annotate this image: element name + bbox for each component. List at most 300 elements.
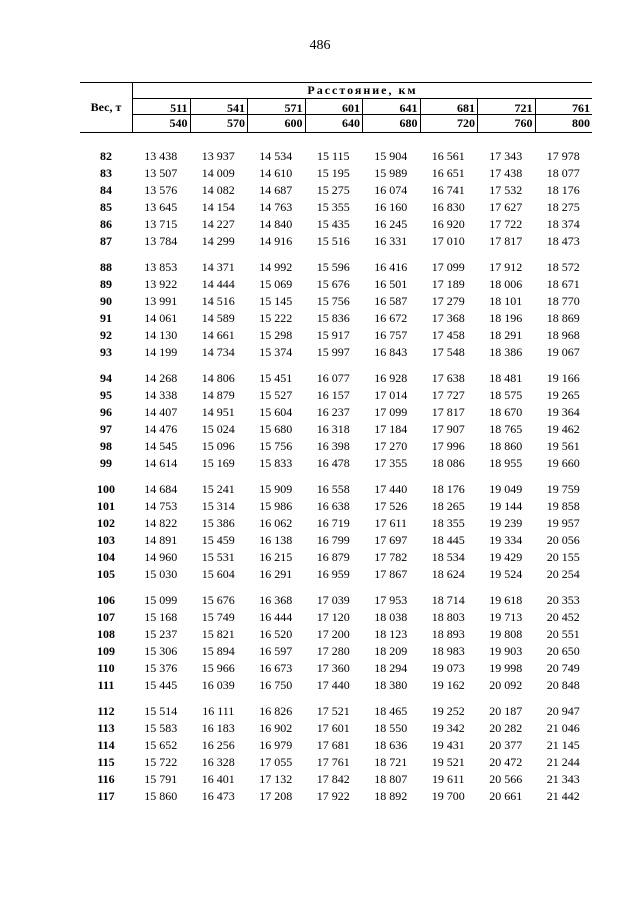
- value-cell: 16 444: [259, 610, 293, 624]
- value-cell: 17 627: [489, 200, 523, 214]
- value-cell: 16 331: [374, 234, 408, 248]
- value-cell: 16 245: [374, 217, 408, 231]
- table-row: [80, 216, 592, 233]
- value-cell: 15 306: [144, 644, 178, 658]
- weight-cell: 83: [100, 166, 112, 180]
- weight-cell: 111: [97, 678, 115, 692]
- value-cell: 19 342: [431, 721, 465, 735]
- value-cell: 15 722: [144, 755, 178, 769]
- row-group: [80, 148, 592, 250]
- weight-cell: 106: [97, 593, 115, 607]
- distance-column-header: [421, 99, 479, 132]
- value-cell: 18 086: [431, 456, 465, 470]
- value-cell: 18 955: [489, 456, 523, 470]
- value-cell: 18 209: [374, 644, 408, 658]
- value-cell: 14 407: [144, 405, 178, 419]
- value-cell: 18 386: [489, 345, 523, 359]
- value-cell: 14 822: [144, 516, 178, 530]
- value-cell: 17 343: [489, 149, 523, 163]
- value-cell: 19 713: [489, 610, 523, 624]
- distance-range-to: 800: [572, 116, 590, 130]
- value-cell: 16 157: [316, 388, 350, 402]
- table-row: [80, 387, 592, 404]
- value-cell: 15 314: [201, 499, 235, 513]
- weight-cell: 85: [100, 200, 112, 214]
- value-cell: 18 265: [431, 499, 465, 513]
- value-cell: 20 092: [489, 678, 523, 692]
- value-cell: 17 120: [316, 610, 350, 624]
- value-cell: 15 435: [316, 217, 350, 231]
- value-cell: 17 055: [259, 755, 293, 769]
- table-row: [80, 626, 592, 643]
- value-cell: 18 123: [374, 627, 408, 641]
- value-cell: 17 438: [489, 166, 523, 180]
- value-cell: 20 254: [546, 567, 580, 581]
- value-cell: 18 624: [431, 567, 465, 581]
- value-cell: 15 836: [316, 311, 350, 325]
- value-cell: 14 061: [144, 311, 178, 325]
- range-divider: [306, 114, 363, 115]
- value-cell: 14 082: [201, 183, 235, 197]
- value-cell: 16 597: [259, 644, 293, 658]
- weight-column-header: Вес, т: [80, 83, 133, 132]
- weight-cell: 102: [97, 516, 115, 530]
- value-cell: 15 516: [316, 234, 350, 248]
- value-cell: 14 684: [144, 482, 178, 496]
- value-cell: 14 338: [144, 388, 178, 402]
- value-cell: 17 208: [259, 789, 293, 803]
- value-cell: 15 791: [144, 772, 178, 786]
- distance-range-from: 721: [514, 101, 533, 115]
- value-cell: 19 431: [431, 738, 465, 752]
- value-cell: 19 660: [546, 456, 580, 470]
- value-cell: 16 138: [259, 533, 293, 547]
- value-cell: 17 912: [489, 260, 523, 274]
- value-cell: 16 183: [201, 721, 235, 735]
- value-cell: 19 166: [546, 371, 580, 385]
- value-cell: 18 176: [546, 183, 580, 197]
- value-cell: 20 848: [546, 678, 580, 692]
- value-cell: 15 904: [374, 149, 408, 163]
- value-cell: 18 803: [431, 610, 465, 624]
- weight-cell: 104: [97, 550, 115, 564]
- value-cell: 16 920: [431, 217, 465, 231]
- table-row: [80, 771, 592, 788]
- value-cell: 16 879: [316, 550, 350, 564]
- value-cell: 16 520: [259, 627, 293, 641]
- value-cell: 18 550: [374, 721, 408, 735]
- value-cell: 20 661: [489, 789, 523, 803]
- value-cell: 17 280: [316, 644, 350, 658]
- table-row: [80, 438, 592, 455]
- value-cell: 15 966: [201, 661, 235, 675]
- value-cell: 19 808: [489, 627, 523, 641]
- value-cell: 17 953: [374, 593, 408, 607]
- value-cell: 18 770: [546, 294, 580, 308]
- value-cell: 21 145: [546, 738, 580, 752]
- value-cell: 16 928: [374, 371, 408, 385]
- weight-cell: 117: [97, 789, 115, 803]
- value-cell: 17 132: [259, 772, 293, 786]
- table-row: [80, 233, 592, 250]
- value-cell: 15 894: [201, 644, 235, 658]
- value-cell: 15 030: [144, 567, 178, 581]
- value-cell: 21 442: [546, 789, 580, 803]
- value-cell: 16 979: [259, 738, 293, 752]
- row-group: [80, 259, 592, 361]
- value-cell: 14 268: [144, 371, 178, 385]
- distance-range-to: 720: [457, 116, 475, 130]
- value-cell: 13 715: [144, 217, 178, 231]
- value-cell: 16 750: [259, 678, 293, 692]
- value-cell: 16 757: [374, 328, 408, 342]
- range-divider: [363, 114, 420, 115]
- range-divider: [478, 114, 535, 115]
- weight-cell: 93: [100, 345, 112, 359]
- value-cell: 15 459: [201, 533, 235, 547]
- distance-column-header: [133, 99, 191, 132]
- value-cell: 16 473: [201, 789, 235, 803]
- value-cell: 16 074: [374, 183, 408, 197]
- value-cell: 18 860: [489, 439, 523, 453]
- row-group: [80, 481, 592, 583]
- value-cell: 21 046: [546, 721, 580, 735]
- value-cell: 17 601: [316, 721, 350, 735]
- value-cell: 19 611: [431, 772, 465, 786]
- weight-cell: 84: [100, 183, 112, 197]
- value-cell: 15 376: [144, 661, 178, 675]
- value-cell: 15 986: [259, 499, 293, 513]
- value-cell: 16 368: [259, 593, 293, 607]
- value-cell: 15 096: [201, 439, 235, 453]
- value-cell: 20 187: [489, 704, 523, 718]
- value-cell: 18 714: [431, 593, 465, 607]
- value-cell: 20 472: [489, 755, 523, 769]
- distance-column-header: [248, 99, 306, 132]
- value-cell: 14 614: [144, 456, 178, 470]
- value-cell: 20 749: [546, 661, 580, 675]
- value-cell: 19 561: [546, 439, 580, 453]
- value-cell: 15 298: [259, 328, 293, 342]
- value-cell: 13 991: [144, 294, 178, 308]
- value-cell: 17 697: [374, 533, 408, 547]
- table-row: [80, 660, 592, 677]
- distance-column-header: [191, 99, 249, 132]
- weight-cell: 108: [97, 627, 115, 641]
- value-cell: 14 299: [201, 234, 235, 248]
- weight-cell: 97: [100, 422, 112, 436]
- value-cell: 14 916: [259, 234, 293, 248]
- value-cell: 18 445: [431, 533, 465, 547]
- table-row: [80, 344, 592, 361]
- value-cell: 15 099: [144, 593, 178, 607]
- page-number: 486: [309, 38, 331, 53]
- value-cell: 19 858: [546, 499, 580, 513]
- value-cell: 14 130: [144, 328, 178, 342]
- distance-range-to: 600: [284, 116, 303, 130]
- value-cell: 18 869: [546, 311, 580, 325]
- value-cell: 18 575: [489, 388, 523, 402]
- value-cell: 18 807: [374, 772, 408, 786]
- table-row: [80, 370, 592, 387]
- value-cell: 15 997: [316, 345, 350, 359]
- distance-column-headers: [133, 99, 592, 132]
- table-row: [80, 754, 592, 771]
- value-cell: 18 380: [374, 678, 408, 692]
- table-row: [80, 481, 592, 498]
- value-cell: 15 676: [201, 593, 235, 607]
- value-cell: 15 024: [201, 422, 235, 436]
- distance-group-header: Расстояние, км: [133, 83, 592, 99]
- value-cell: 18 968: [546, 328, 580, 342]
- value-cell: 17 842: [316, 772, 350, 786]
- rate-table: [80, 82, 592, 803]
- value-cell: 14 753: [144, 499, 178, 513]
- value-cell: 16 741: [431, 183, 465, 197]
- distance-column-header: [363, 99, 421, 132]
- value-cell: 17 355: [374, 456, 408, 470]
- value-cell: 18 572: [546, 260, 580, 274]
- value-cell: 17 526: [374, 499, 408, 513]
- table-row: [80, 592, 592, 609]
- value-cell: 13 507: [144, 166, 178, 180]
- value-cell: 15 069: [259, 277, 293, 291]
- value-cell: 19 524: [489, 567, 523, 581]
- table-row: [80, 498, 592, 515]
- value-cell: 15 514: [144, 704, 178, 718]
- value-cell: 16 651: [431, 166, 465, 180]
- value-cell: 17 014: [374, 388, 408, 402]
- distance-range-to: 540: [169, 116, 188, 130]
- value-cell: 16 215: [259, 550, 293, 564]
- value-cell: 20 650: [546, 644, 580, 658]
- value-cell: 18 355: [431, 516, 465, 530]
- value-cell: 18 196: [489, 311, 523, 325]
- value-cell: 20 377: [489, 738, 523, 752]
- value-cell: 13 645: [144, 200, 178, 214]
- value-cell: 20 155: [546, 550, 580, 564]
- value-cell: 20 566: [489, 772, 523, 786]
- table-row: [80, 404, 592, 421]
- value-cell: 17 817: [431, 405, 465, 419]
- value-cell: 15 604: [201, 567, 235, 581]
- value-cell: 19 073: [431, 661, 465, 675]
- value-cell: 14 992: [259, 260, 293, 274]
- value-cell: 19 903: [489, 644, 523, 658]
- weight-cell: 112: [97, 704, 115, 718]
- value-cell: 16 318: [316, 422, 350, 436]
- value-cell: 19 759: [546, 482, 580, 496]
- distance-column-header: [536, 99, 593, 132]
- distance-range-from: 571: [284, 101, 303, 115]
- value-cell: 18 893: [431, 627, 465, 641]
- value-cell: 17 189: [431, 277, 465, 291]
- value-cell: 15 756: [259, 439, 293, 453]
- table-row: [80, 788, 592, 805]
- value-cell: 17 521: [316, 704, 350, 718]
- value-cell: 15 821: [201, 627, 235, 641]
- value-cell: 17 200: [316, 627, 350, 641]
- value-cell: 17 368: [431, 311, 465, 325]
- value-cell: 14 610: [259, 166, 293, 180]
- value-cell: 15 445: [144, 678, 178, 692]
- value-cell: 20 947: [546, 704, 580, 718]
- value-cell: 18 101: [489, 294, 523, 308]
- value-cell: 15 596: [316, 260, 350, 274]
- value-cell: 18 473: [546, 234, 580, 248]
- value-cell: 16 799: [316, 533, 350, 547]
- table-row: [80, 327, 592, 344]
- value-cell: 14 009: [201, 166, 235, 180]
- value-cell: 16 062: [259, 516, 293, 530]
- weight-cell: 82: [100, 149, 112, 163]
- value-cell: 18 465: [374, 704, 408, 718]
- value-cell: 17 270: [374, 439, 408, 453]
- value-cell: 16 328: [201, 755, 235, 769]
- distance-range-to: 760: [514, 116, 533, 130]
- value-cell: 15 275: [316, 183, 350, 197]
- value-cell: 19 049: [489, 482, 523, 496]
- value-cell: 15 909: [259, 482, 293, 496]
- weight-cell: 109: [97, 644, 115, 658]
- value-cell: 18 892: [374, 789, 408, 803]
- value-cell: 17 532: [489, 183, 523, 197]
- value-cell: 16 558: [316, 482, 350, 496]
- weight-cell: 91: [100, 311, 112, 325]
- value-cell: 20 353: [546, 593, 580, 607]
- value-cell: 14 661: [201, 328, 235, 342]
- value-cell: 15 989: [374, 166, 408, 180]
- value-cell: 17 440: [316, 678, 350, 692]
- value-cell: 14 951: [201, 405, 235, 419]
- value-cell: 18 176: [431, 482, 465, 496]
- value-cell: 15 749: [201, 610, 235, 624]
- value-cell: 17 922: [316, 789, 350, 803]
- weight-cell: 95: [100, 388, 112, 402]
- value-cell: 17 099: [431, 260, 465, 274]
- value-cell: 16 237: [316, 405, 350, 419]
- weight-cell: 86: [100, 217, 112, 231]
- row-group: [80, 703, 592, 805]
- value-cell: 17 681: [316, 738, 350, 752]
- distance-range-to: 680: [399, 116, 418, 130]
- value-cell: 16 673: [259, 661, 293, 675]
- distance-column-header: [478, 99, 536, 132]
- distance-range-to: 640: [342, 116, 360, 130]
- value-cell: 18 006: [489, 277, 523, 291]
- value-cell: 17 611: [374, 516, 408, 530]
- value-cell: 16 501: [374, 277, 408, 291]
- value-cell: 14 960: [144, 550, 178, 564]
- value-cell: 18 671: [546, 277, 580, 291]
- distance-range-from: 601: [342, 101, 360, 115]
- value-cell: 15 222: [259, 311, 293, 325]
- table-row: [80, 703, 592, 720]
- table-row: [80, 182, 592, 199]
- value-cell: 16 719: [316, 516, 350, 530]
- table-row: [80, 259, 592, 276]
- value-cell: 15 917: [316, 328, 350, 342]
- value-cell: 20 056: [546, 533, 580, 547]
- distance-column-header: [306, 99, 364, 132]
- value-cell: 14 444: [201, 277, 235, 291]
- weight-cell: 100: [97, 482, 115, 496]
- value-cell: 14 879: [201, 388, 235, 402]
- value-cell: 16 039: [201, 678, 235, 692]
- value-cell: 19 067: [546, 345, 580, 359]
- weight-cell: 98: [100, 439, 112, 453]
- distance-range-from: 641: [399, 101, 418, 115]
- value-cell: 17 039: [316, 593, 350, 607]
- weight-cell: 99: [100, 456, 112, 470]
- value-cell: 16 256: [201, 738, 235, 752]
- range-divider: [421, 114, 478, 115]
- value-cell: 19 521: [431, 755, 465, 769]
- table-row: [80, 737, 592, 754]
- value-cell: 13 576: [144, 183, 178, 197]
- value-cell: 19 364: [546, 405, 580, 419]
- value-cell: 19 998: [489, 661, 523, 675]
- range-divider: [191, 114, 248, 115]
- table-row: [80, 643, 592, 660]
- value-cell: 17 722: [489, 217, 523, 231]
- table-row: [80, 148, 592, 165]
- table-row: [80, 293, 592, 310]
- value-cell: 18 721: [374, 755, 408, 769]
- value-cell: 16 638: [316, 499, 350, 513]
- value-cell: 19 618: [489, 593, 523, 607]
- value-cell: 15 145: [259, 294, 293, 308]
- value-cell: 13 922: [144, 277, 178, 291]
- table-row: [80, 310, 592, 327]
- value-cell: 16 401: [201, 772, 235, 786]
- value-cell: 17 727: [431, 388, 465, 402]
- value-cell: 15 583: [144, 721, 178, 735]
- value-cell: 19 700: [431, 789, 465, 803]
- value-cell: 14 589: [201, 311, 235, 325]
- value-cell: 18 534: [431, 550, 465, 564]
- weight-cell: 87: [100, 234, 112, 248]
- table-row: [80, 549, 592, 566]
- distance-range-to: 570: [227, 116, 245, 130]
- value-cell: 14 154: [201, 200, 235, 214]
- value-cell: 20 551: [546, 627, 580, 641]
- value-cell: 18 374: [546, 217, 580, 231]
- value-cell: 15 169: [201, 456, 235, 470]
- weight-cell: 92: [100, 328, 112, 342]
- value-cell: 19 162: [431, 678, 465, 692]
- value-cell: 17 996: [431, 439, 465, 453]
- distance-range-from: 511: [170, 101, 188, 115]
- value-cell: 18 275: [546, 200, 580, 214]
- value-cell: 16 587: [374, 294, 408, 308]
- value-cell: 18 077: [546, 166, 580, 180]
- value-cell: 19 334: [489, 533, 523, 547]
- weight-cell: 90: [100, 294, 112, 308]
- weight-cell: 103: [97, 533, 115, 547]
- value-cell: 17 184: [374, 422, 408, 436]
- value-cell: 15 833: [259, 456, 293, 470]
- value-cell: 16 291: [259, 567, 293, 581]
- value-cell: 15 374: [259, 345, 293, 359]
- value-cell: 15 355: [316, 200, 350, 214]
- value-cell: 15 451: [259, 371, 293, 385]
- value-cell: 15 195: [316, 166, 350, 180]
- table-body: [80, 148, 592, 814]
- value-cell: 15 168: [144, 610, 178, 624]
- value-cell: 18 983: [431, 644, 465, 658]
- value-cell: 17 548: [431, 345, 465, 359]
